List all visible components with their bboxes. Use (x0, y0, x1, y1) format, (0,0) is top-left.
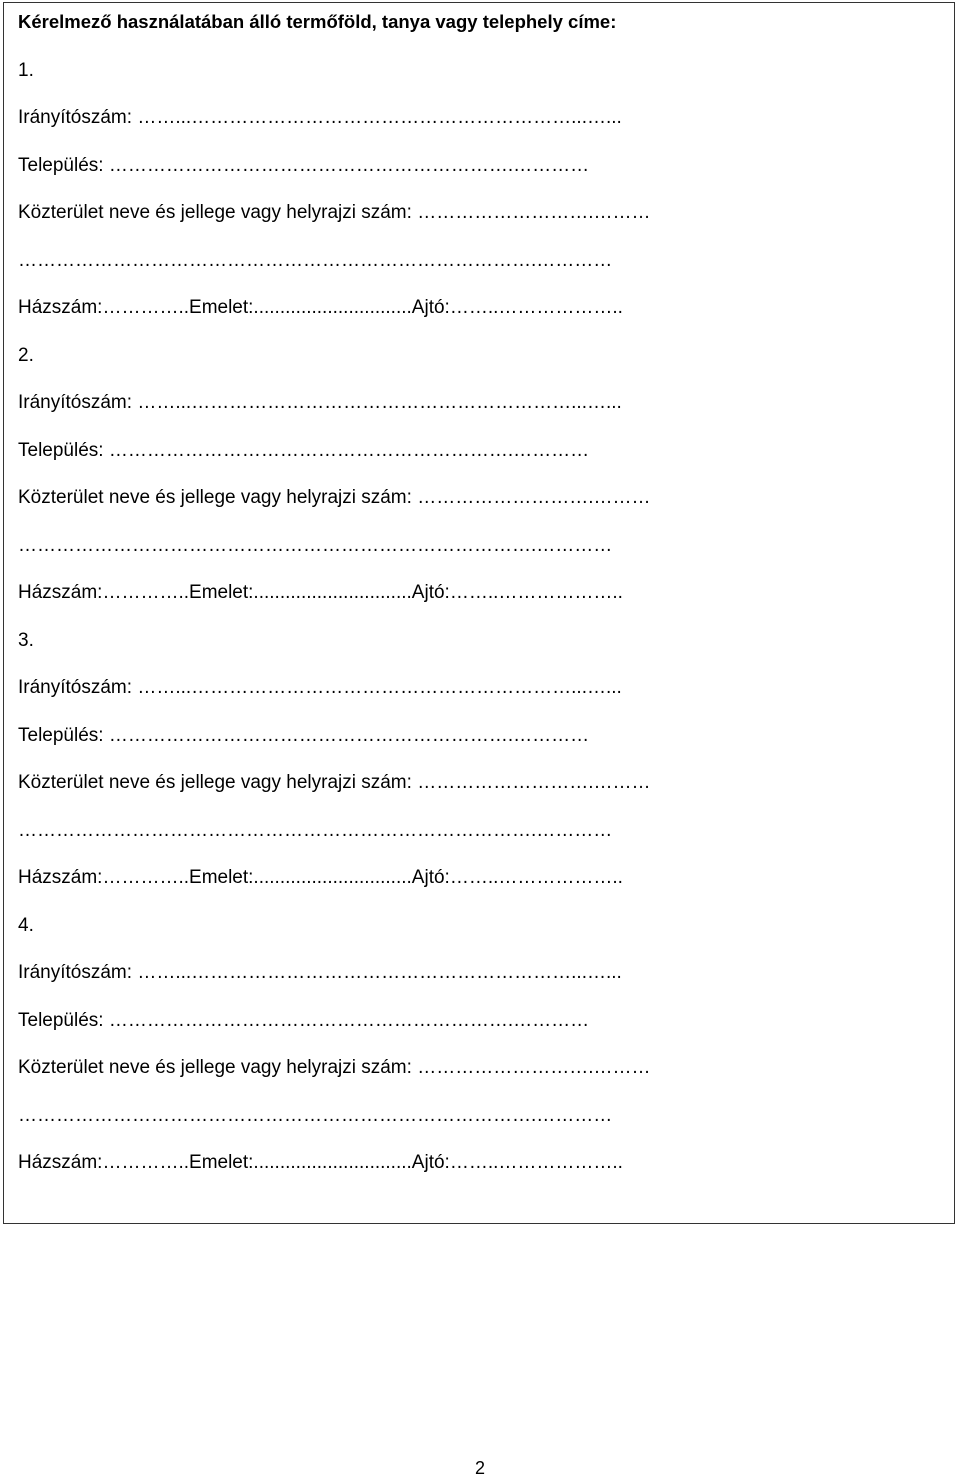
zip-field[interactable]: Irányítószám: ……...……………………………………………………...…... (18, 962, 622, 983)
house-number-field[interactable]: Házszám:…………..Emelet:..............................Ajtó:……..……………….. (18, 297, 623, 318)
street-field-continuation[interactable]: ……………………………………………………………………….………… (18, 820, 613, 841)
entry-number: 3. (18, 630, 34, 651)
page-number: 2 (474, 1458, 485, 1478)
zip-field[interactable]: Irányítószám: ……...……………………………………………………...…... (18, 677, 622, 698)
street-field[interactable]: Közterület neve és jellege vagy helyrajzi szám: ……………………….……… (18, 1057, 651, 1078)
address-form-box (3, 2, 955, 1224)
zip-field[interactable]: Irányítószám: ……...……………………………………………………...…... (18, 107, 622, 128)
street-field-continuation[interactable]: ……………………………………………………………………….………… (18, 535, 613, 556)
street-field-continuation[interactable]: ……………………………………………………………………….………… (18, 250, 613, 271)
zip-field[interactable]: Irányítószám: ……...……………………………………………………...…... (18, 392, 622, 413)
form-heading: Kérelmező használatában álló termőföld, tanya vagy telephely címe: (18, 11, 617, 32)
entry-number: 4. (18, 915, 34, 936)
street-field[interactable]: Közterület neve és jellege vagy helyrajzi szám: ……………………….……… (18, 772, 651, 793)
town-field[interactable]: Település: ……………………………………………………….………… (18, 440, 590, 461)
house-number-field[interactable]: Házszám:…………..Emelet:..............................Ajtó:……..……………….. (18, 1152, 623, 1173)
house-number-field[interactable]: Házszám:…………..Emelet:..............................Ajtó:……..……………….. (18, 582, 623, 603)
entry-number: 1. (18, 60, 34, 81)
house-number-field[interactable]: Házszám:…………..Emelet:..............................Ajtó:……..……………….. (18, 867, 623, 888)
street-field-continuation[interactable]: ……………………………………………………………………….………… (18, 1105, 613, 1126)
town-field[interactable]: Település: ……………………………………………………….………… (18, 725, 590, 746)
street-field[interactable]: Közterület neve és jellege vagy helyrajzi szám: ……………………….……… (18, 487, 651, 508)
street-field[interactable]: Közterület neve és jellege vagy helyrajzi szám: ……………………….……… (18, 202, 651, 223)
entry-number: 2. (18, 345, 34, 366)
town-field[interactable]: Település: ……………………………………………………….………… (18, 1010, 590, 1031)
town-field[interactable]: Település: ……………………………………………………….………… (18, 155, 590, 176)
